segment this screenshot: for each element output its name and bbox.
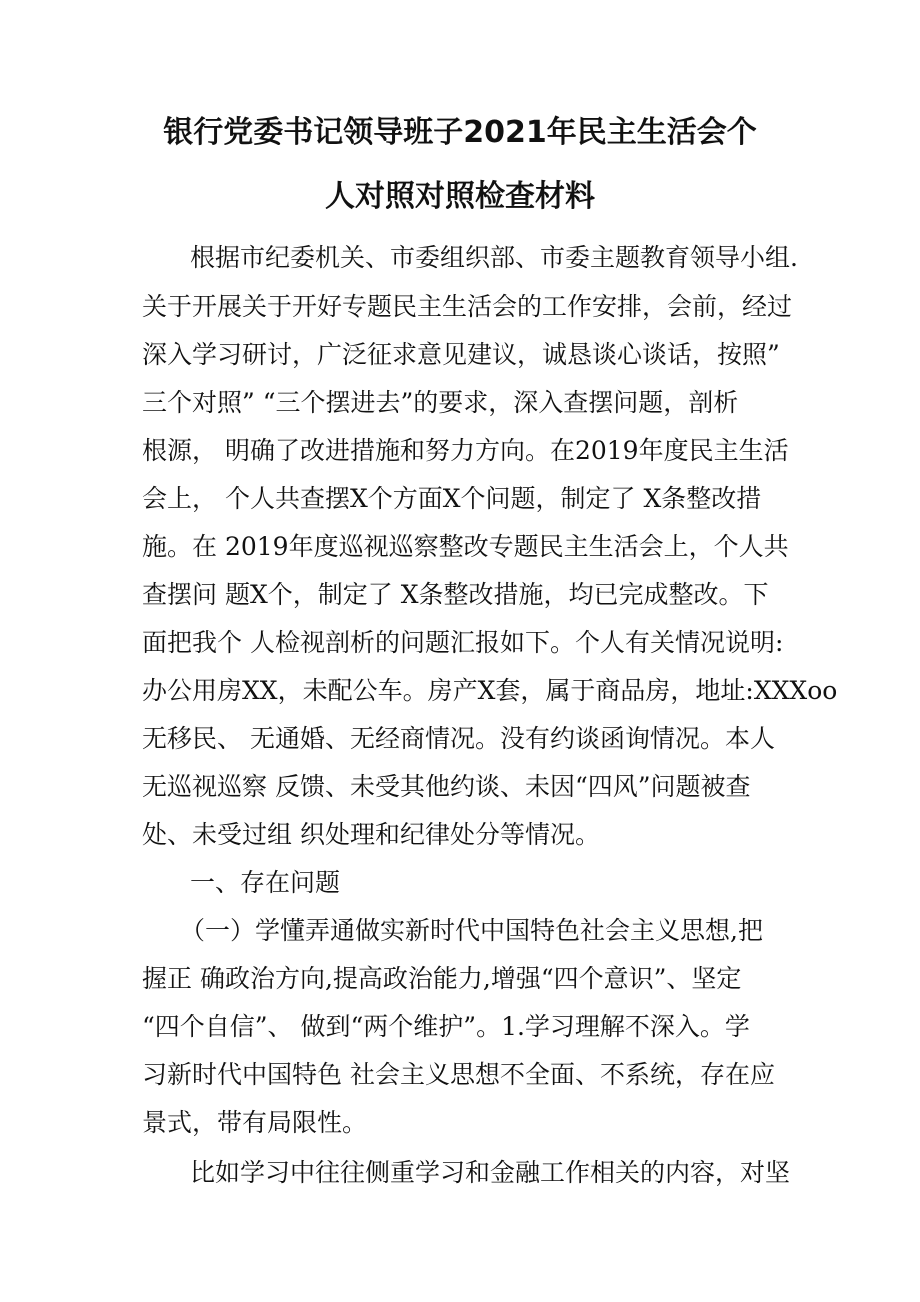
paragraph-line: 习新时代中国特色 社会主义思想不全面、不系统，存在应 [142, 1060, 775, 1089]
paragraph-line: 握正 确政治方向,提高政治能力,增强“四个意识”、坚定 [142, 964, 742, 993]
paragraph-line: 景式，带有局限性。 [142, 1108, 368, 1137]
paragraph-line: 根据市纪委机关、市委组织部、市委主题教育领导小组. [190, 243, 798, 272]
paragraph-line: 无移民、 无通婚、无经商情况。没有约谈函询情况。本人 [142, 724, 775, 753]
paragraph-line: 根源， 明确了改进措施和努力方向。在2019年度民主生活 [142, 436, 789, 465]
paragraph-line: 比如学习中往往侧重学习和金融工作相关的内容，对坚 [190, 1158, 791, 1187]
paragraph-line: 关于开展关于开好专题民主生活会的工作安排，会前，经过 [142, 292, 793, 321]
section-heading: 一、存在问题 [190, 868, 341, 897]
paragraph-line: 办公用房XX，未配公车。房产X套，属于商品房，地址:XXXoo [142, 676, 838, 705]
paragraph-line: 深入学习研讨，广泛征求意见建议，诚恳谈心谈话，按照” [142, 340, 780, 369]
paragraph-line: 三个对照” “三个摆进去”的要求，深入查摆问题，剖析 [142, 388, 739, 417]
document-title-line-1: 银行党委书记领导班子2021年民主生活会个 [163, 115, 757, 150]
paragraph-line: 查摆问 题X个，制定了 X条整改措施，均已完成整改。下 [142, 580, 769, 609]
paragraph-line: 处、未受过组 织处理和纪律处分等情况。 [142, 820, 600, 849]
paragraph-line: 施。在 2019年度巡视巡察整改专题民主生活会上，个人共 [142, 532, 789, 561]
paragraph-line: 面把我个 人检视剖析的问题汇报如下。个人有关情况说明: [142, 628, 784, 657]
paragraph-line: （一）学懂弄通做实新时代中国特色社会主义思想,把 [180, 916, 763, 945]
paragraph-line: “四个自信”、 做到“两个维护”。1.学习理解不深入。学 [142, 1012, 750, 1041]
paragraph-line: 无巡视巡察 反馈、未受其他约谈、未因“四风”问题被查 [142, 772, 751, 801]
paragraph-line: 会上， 个人共查摆X个方面X个问题，制定了 X条整改措 [142, 484, 762, 513]
document-title-line-2: 人对照对照检查材料 [325, 179, 595, 214]
